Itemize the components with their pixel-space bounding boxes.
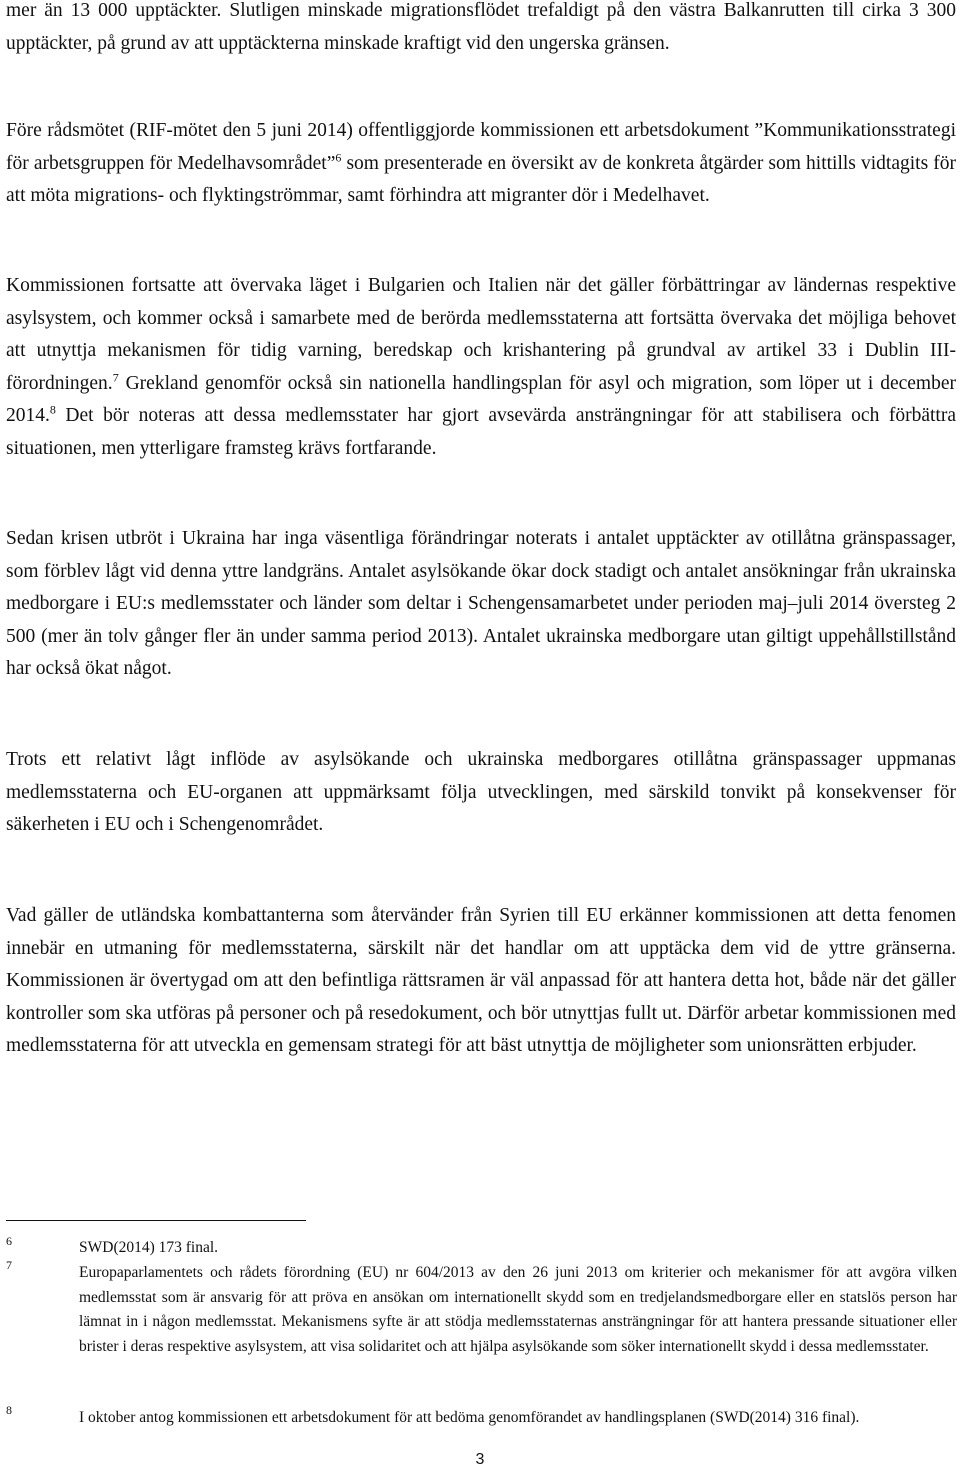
paragraph-inflow: [6, 744, 956, 842]
footnote-text-6: SWD(2014) 173 final.: [79, 1239, 219, 1256]
paragraph-text: Sedan krisen utbröt i Ukraina har inga väsentliga förändringar noterats i antalet upptäckter av otillåtna gränspassager, som förblev lågt vid denna yttre landgräns. Antalet asylsökande ökar dock stadigt och antalet ansökningar från ukrainska medborgare i EU:s medlemsstater och länder som deltar i Schengensamarbetet under perioden maj–juli 2014 översteg 2 500 (mer än tolv gånger fler än under samma period 2013). Antalet ukrainska medborgare utan giltigt uppehållstillstånd har också ökat något.: [6, 528, 956, 679]
paragraph-text: Kommissionen fortsatte att övervaka läget i Bulgarien och Italien när det gäller förbättringar av ländernas respektive asylsystem, och kommer också i samarbete med de berörda medlemsstaterna att fortsätta övervaka det möjliga behovet att utnyttja mekanismen för tidig varning, beredskap och krishantering på grundval av artikel 33 i Dublin III-förordningen.: [6, 275, 956, 394]
footnote-number-7: 7: [6, 1258, 12, 1272]
paragraph-text: Före rådsmötet (RIF-mötet den 5 juni 2014) offentliggjorde kommissionen ett arbetsdokument ”Kommunikationsstrategi för arbetsgruppen för Medelhavsområdet”: [6, 120, 956, 174]
footnote-ref-8[interactable]: 8: [49, 402, 56, 417]
paragraph-text: Grekland genomför också sin nationella handlingsplan för asyl och migration, som löper ut i december 2014.: [6, 372, 956, 426]
paragraph-text: som presenterade en översikt av de konkreta åtgärder som hittills vidtagits för att möta migrations- och flyktingströmmar, samt förhindra att migranter dör i Medelhavet.: [6, 152, 956, 206]
paragraph-text: Vad gäller de utländska kombattanterna som återvänder från Syrien till EU erkänner kommissionen att detta fenomen innebär en utmaning för medlemsstaterna, särskilt när det handlar om att upptäcka dem vid de yttre gränserna. Kommissionen är övertygad om att den befintliga rättsramen är väl anpassad för att hantera detta hot, både när det gäller kontroller som ska utföras på personer och på resedokument, och bör utnyttjas fullt ut. Därför arbetar kommissionen med medlemsstaterna för att utveckla en gemensam strategi för att bäst utnyttja de möjligheter som unionsrätten erbjuder.: [6, 905, 956, 1056]
paragraph-text: Det bör noteras att dessa medlemsstater har gjort avsevärda ansträngningar för att stabilisera och förbättra situationen, men ytterligare framsteg krävs fortfarande.: [6, 405, 956, 459]
paragraph-foreign-fighters: [6, 900, 956, 1063]
footnote-text-7: Europaparlamentets och rådets förordning (EU) nr 604/2013 av den 26 juni 2013 om kriterier och mekanismer för att avgöra vilken medlemsstat som är ansvarig för att pröva en ansökan om internationellt skydd som en tredjelandsmedborgare eller en statslös person har lämnat in i någon medlemsstat. Mekanismens syfte är att stödja medlemsstaternas ansträngningar för att hantera pressande situationer eller brister i deras respektive asylsystem, att visa solidaritet och att hjälpa asylsökande som söker internationellt skydd i dessa medlemsstater.: [79, 1264, 957, 1355]
paragraph-text: Trots ett relativt lågt inflöde av asylsökande och ukrainska medborgares otillåtna gränspassager uppmanas medlemsstaterna och EU-organen att uppmärksamt följa utvecklingen, med särskild tonvikt på konsekvenser för säkerheten i EU och i Schengenområdet.: [6, 749, 956, 835]
page-number: 3: [475, 1451, 485, 1468]
paragraph-ukraine: [6, 523, 956, 686]
paragraph-migration-flows: [6, 0, 956, 60]
footnote-ref-7[interactable]: 7: [112, 370, 119, 384]
footnote-number-6: 6: [6, 1234, 12, 1248]
footnote-number-8: 8: [6, 1403, 12, 1417]
paragraph-bulgaria-italy: [6, 270, 956, 465]
paragraph-text: mer än 13 000 upptäckter. Slutligen minskade migrationsflödet trefaldigt på den västra Balkanrutten till cirka 3 300 upptäckter, på grund av att upptäckterna minskade kraftigt vid den ungerska gränsen.: [6, 0, 956, 54]
footnote-ref-6[interactable]: 6: [335, 150, 342, 164]
paragraph-rif-meeting: [6, 115, 956, 213]
footnote-separator: [6, 1220, 306, 1221]
footnote-text-8: I oktober antog kommissionen ett arbetsdokument för att bedöma genomförandet av handlingsplanen (SWD(2014) 316 final).: [79, 1409, 860, 1426]
